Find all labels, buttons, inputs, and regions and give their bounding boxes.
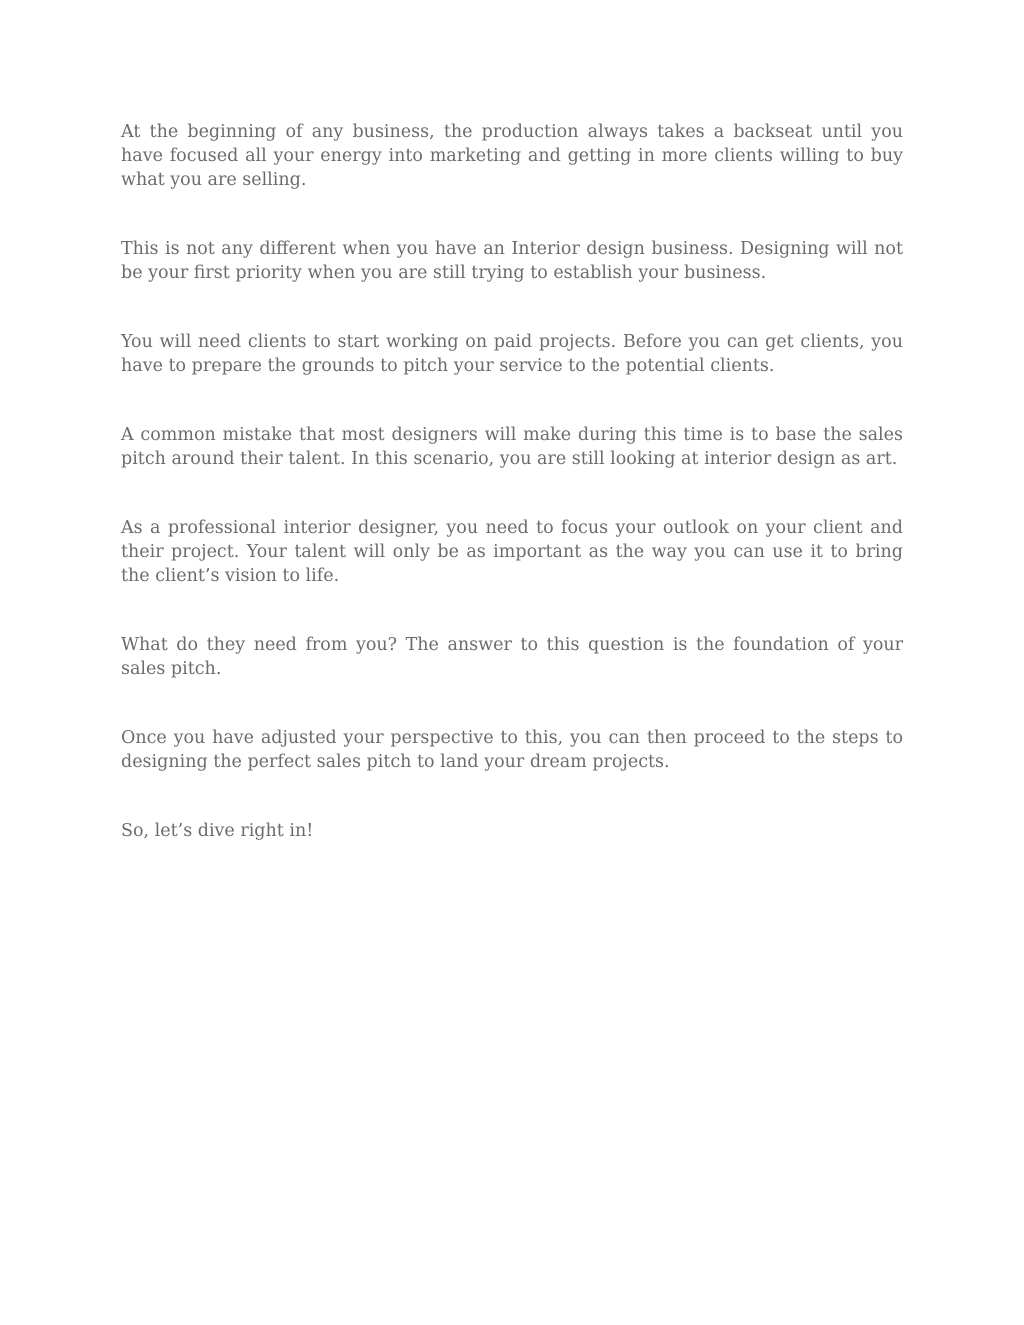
paragraph-3: You will need clients to start working on paid projects. Before you can get clients, you have to prepare the grounds to pitch your service to the potential clients. [121,332,903,376]
paragraph-4: A common mistake that most designers will make during this time is to base the sales pitch around their talent. In this scenario, you are still looking at interior design as art. [121,425,903,469]
paragraph-1: At the beginning of any business, the production always takes a backseat until you have focused all your energy into marketing and getting in more clients willing to buy what you are selling. [121,122,903,190]
paragraph-7: Once you have adjusted your perspective to this, you can then proceed to the steps to designing the perfect sales pitch to land your dream projects. [121,728,903,772]
paragraph-8: So, let’s dive right in! [121,821,314,841]
paragraph-5: As a professional interior designer, you need to focus your outlook on your client and their project. Your talent will only be as important as the way you can use it to bring the client’s vision to life. [121,518,903,586]
document-body [121,120,903,843]
paragraph-6: What do they need from you? The answer to this question is the foundation of your sales pitch. [121,635,903,679]
paragraph-2: This is not any different when you have an Interior design business. Designing will not be your first priority when you are still trying to establish your business. [121,239,903,283]
